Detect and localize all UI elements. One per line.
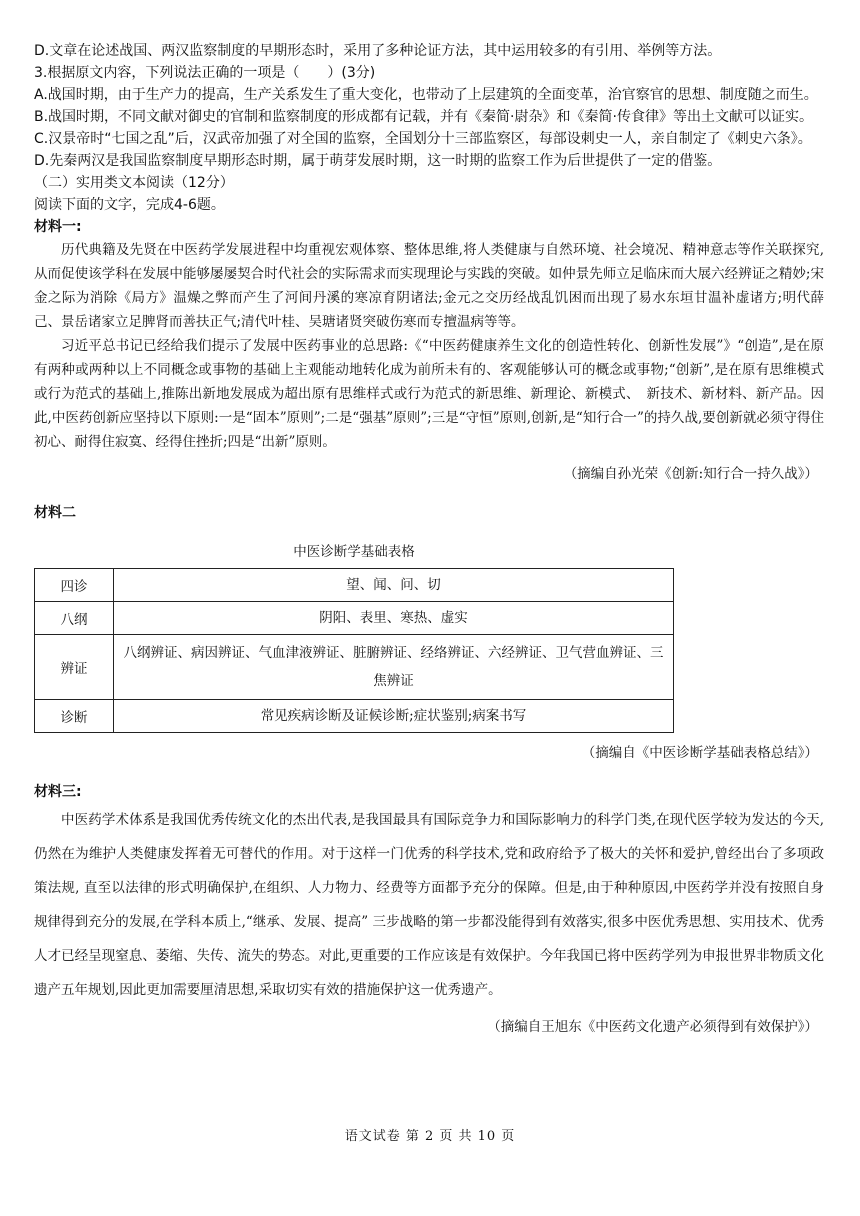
table-row-value: 望、闻、问、切 [114,569,674,602]
table-row-key: 诊断 [35,700,114,733]
material-2-source: （摘编自《中医诊断学基础表格总结》） [581,745,818,761]
material-3-source: （摘编自王旭东《中医药文化遗产必须得到有效保护》） [487,1019,818,1035]
table-row [35,569,674,602]
material-1-source: （摘编自孙光荣《创新:知行合一持久战》） [563,466,818,482]
table-row-key: 辨证 [35,635,114,700]
table-row-key: 八纲 [35,602,114,635]
material-1-heading: 材料一: [34,219,82,235]
question-3-stem: 3.根据原文内容，下列说法正确的一项是（ ）(3分) [34,65,376,81]
material-3-paragraph: 中医药学术体系是我国优秀传统文化的杰出代表,是我国最具有国际竞争力和国际影响力的科学门类,在现代医学较为发达的今天,仍然在为维护人类健康发挥着无可替代的作用。对于这样一门优秀的科学技术,党和政府给予了极大的关怀和爱护,曾经出台了多项政策法规, 直至以法律的形式明确保护,在组织、人力物力、经费等方面都予充分的保障。但是,由于种种原因,中医药学并没有按照自身规律得到充分的发展,在学科本质上,“继承、发展、提高” 三步战略的第一步都没能得到有效落实,很多中医优秀思想、实用技术、优秀人才已经呈现窒息、萎缩、失传、流失的势态。对此,更重要的工作应该是有效保护。今年我国已将中医药学列为申报世界非物质文化遗产五年规划,因此更加需要厘清思想,采取切实有效的措施保护这一优秀遗产。 [34,812,824,998]
table-row [35,635,674,700]
material-1-paragraph-1: 历代典籍及先贤在中医药学发展进程中均重视宏观体察、整体思维,将人类健康与自然环境、社会境况、精神意志等作关联探究,从而促使该学科在发展中能够屡屡契合时代社会的实际需求而实现理论与实践的突破。如仲景先师立足临床而大展六经辨证之精妙;宋金之际为消除《局方》温燥之弊而产生了河间丹溪的寒凉育阴诸法;金元之交历经战乱饥困而出现了易水东垣甘温补虚诸方;明代薛己、景岳诸家立足脾肾而善扶正气;清代叶桂、吴瑭诸贤突破伤寒而专擅温病等等。 [34,242,824,330]
table-row-value: 八纲辨证、病因辨证、气血津液辨证、脏腑辨证、经络辨证、六经辨证、卫气营血辨证、三焦辨证 [114,635,674,700]
question-3-option-b: B.战国时期，不同文献对御史的官制和监察制度的形成都有记载，并有《秦简·尉杂》和《秦简·传食律》等出土文献可以证实。 [34,109,813,125]
table-row-value: 常见疾病诊断及证候诊断;症状鉴别;病案书写 [114,700,674,733]
table-row-key: 四诊 [35,569,114,602]
diagnosis-table [34,568,674,733]
exam-page [34,40,824,1039]
table-row [35,602,674,635]
table-row [35,700,674,733]
material-2-table-title: 中医诊断学基础表格 [293,544,415,560]
question-3-option-a: A.战国时期，由于生产力的提高，生产关系发生了重大变化，也带动了上层建筑的全面变革，治官察官的思想、制度随之而生。 [34,87,818,103]
section-title: （二）实用类文本阅读（12分） [34,175,234,191]
question-3-option-d: D.先秦两汉是我国监察制度早期形态时期，属于萌芽发展时期，这一时期的监察工作为后世提供了一定的借鉴。 [34,153,722,169]
material-3-heading: 材料三: [34,784,82,800]
material-2-heading: 材料二 [34,505,76,521]
table-row-value: 阴阳、表里、寒热、虚实 [114,602,674,635]
material-1-paragraph-2: 习近平总书记已经给我们提示了发展中医药事业的总思路:《“中医药健康养生文化的创造性转化、创新性发展”》“创造”,是在原有两种或两种以上不同概念或事物的基础上主观能动地转化成为前所未有的、客观能够认可的概念或事物;“创新”,是在原有思维模式或行为范式的基础上,推陈出新地发展成为超出原有思维样式或行为范式的新思维、新理论、新模式、 新技术、新材料、新产品。因此,中医药创新应坚持以下原则:一是“固本”原则”;二是“强基”原则”;三是“守恒”原则,创新,是“知行合一”的持久战,要创新就必须守得住初心、耐得住寂寞、经得住挫折;四是“出新”原则。 [34,338,824,450]
prev-option-d: D.文章在论述战国、两汉监察制度的早期形态时，采用了多种论证方法，其中运用较多的有引用、举例等方法。 [34,43,722,59]
section-instruction: 阅读下面的文字，完成4-6题。 [34,197,225,213]
question-3-option-c: C.汉景帝时“七国之乱”后，汉武帝加强了对全国的监察，全国划分十三部监察区，每部设刺史一人，亲自制定了《刺史六条》。 [34,131,812,147]
page-footer: 语文试卷 第 2 页 共 10 页 [344,1129,516,1144]
